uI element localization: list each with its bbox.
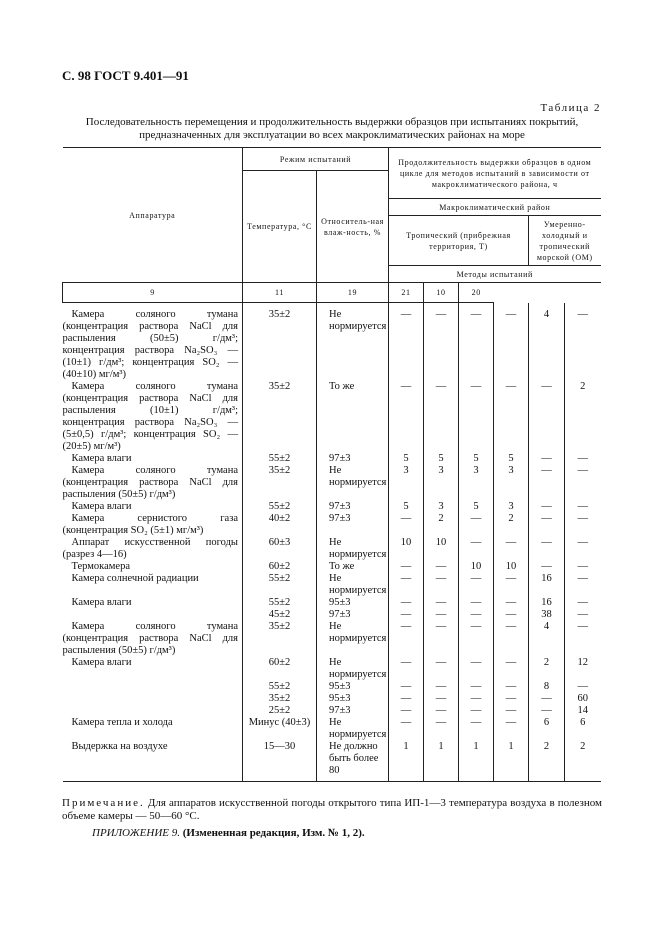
cell-duration: —: [389, 381, 424, 453]
cell-duration: 10: [424, 537, 459, 561]
caption-line: предназначенных для эксплуатации во всех макроклиматических районах на море: [139, 129, 525, 141]
table-row: [63, 303, 601, 382]
cell-apparatus: [63, 609, 243, 621]
cell-duration: —: [424, 381, 459, 453]
table-row: [63, 513, 601, 537]
cell-duration: —: [494, 717, 529, 741]
cell-apparatus: Камера солнечной радиации: [63, 573, 243, 597]
table-row: [63, 621, 601, 657]
cell-duration: —: [494, 621, 529, 657]
cell-temperature: Минус (40±3): [243, 717, 317, 741]
caption-line: Последовательность перемещения и продолжительность выдержки образцов при испытаниях покрытий,: [85, 116, 579, 128]
cell-temperature: 60±2: [243, 561, 317, 573]
cell-duration: —: [389, 303, 424, 382]
cell-duration: —: [424, 705, 459, 717]
header-humidity: Относитель-ная влаж-ность, %: [317, 171, 389, 283]
cell-duration: —: [565, 573, 601, 597]
cell-duration: 38: [529, 609, 565, 621]
cell-duration: —: [565, 513, 601, 537]
cell-humidity: 95±3: [317, 693, 389, 705]
cell-duration: 8: [529, 681, 565, 693]
cell-duration: —: [494, 609, 529, 621]
header-moderate: Умеренно-холодный и тропический морской (ОМ): [529, 216, 601, 266]
cell-duration: 3: [494, 501, 529, 513]
cell-temperature: 40±2: [243, 513, 317, 537]
cell-temperature: 15—30: [243, 741, 317, 782]
cell-apparatus: Камера тепла и холода: [63, 717, 243, 741]
cell-duration: —: [389, 573, 424, 597]
cell-duration: 1: [424, 741, 459, 782]
cell-duration: —: [529, 453, 565, 465]
header-apparatus: Аппаратура: [63, 148, 243, 283]
cell-duration: —: [389, 657, 424, 681]
cell-duration: —: [389, 717, 424, 741]
cell-duration: —: [459, 303, 494, 382]
cell-duration: 16: [529, 573, 565, 597]
cell-temperature: 55±2: [243, 597, 317, 609]
cell-apparatus: Камера сернистого газа (концентрация SO₂ (5±1) мг/м³): [63, 513, 243, 537]
cell-temperature: 35±2: [243, 621, 317, 657]
cell-duration: —: [494, 303, 529, 382]
cell-apparatus: Термокамера: [63, 561, 243, 573]
cell-duration: 3: [494, 465, 529, 501]
table-row: [63, 381, 601, 453]
cell-humidity: Не нормируется: [317, 717, 389, 741]
cell-duration: 3: [424, 501, 459, 513]
cell-duration: 1: [459, 741, 494, 782]
cell-duration: —: [389, 621, 424, 657]
cell-duration: —: [529, 705, 565, 717]
cell-duration: —: [459, 681, 494, 693]
cell-temperature: 45±2: [243, 609, 317, 621]
cell-duration: 6: [529, 717, 565, 741]
cell-humidity: Не нормируется: [317, 621, 389, 657]
cell-humidity: Не нормируется: [317, 573, 389, 597]
cell-duration: —: [494, 693, 529, 705]
cell-duration: 6: [565, 717, 601, 741]
cell-duration: 2: [529, 741, 565, 782]
table-row: [63, 537, 601, 561]
cell-apparatus: Камера влаги: [63, 657, 243, 681]
cell-duration: —: [565, 501, 601, 513]
cell-duration: 2: [424, 513, 459, 537]
cell-duration: —: [529, 501, 565, 513]
cell-duration: —: [459, 717, 494, 741]
cell-duration: —: [565, 597, 601, 609]
table-row: [63, 657, 601, 681]
cell-duration: —: [565, 561, 601, 573]
cell-apparatus: Камера соляного тумана (концентрация раствора NaCl для распыления (50±5) г/дм³): [63, 465, 243, 501]
cell-apparatus: [63, 693, 243, 705]
cell-duration: —: [459, 597, 494, 609]
cell-duration: —: [459, 657, 494, 681]
table-caption: [62, 116, 602, 142]
cell-duration: —: [389, 513, 424, 537]
cell-duration: —: [424, 573, 459, 597]
table-row: [63, 693, 601, 705]
cell-humidity: Не нормируется: [317, 465, 389, 501]
cell-humidity: 97±3: [317, 453, 389, 465]
cell-duration: 5: [494, 453, 529, 465]
cell-humidity: 97±3: [317, 609, 389, 621]
cell-duration: —: [529, 465, 565, 501]
header-method-number: 20: [459, 283, 494, 303]
cell-duration: —: [565, 681, 601, 693]
cell-duration: 4: [529, 621, 565, 657]
cell-duration: —: [389, 705, 424, 717]
cell-duration: 60: [565, 693, 601, 705]
header-test-mode: Режим испытаний: [243, 148, 389, 171]
cell-duration: —: [565, 621, 601, 657]
cell-temperature: 55±2: [243, 681, 317, 693]
cell-duration: 2: [529, 657, 565, 681]
table-row: [63, 597, 601, 609]
cell-duration: —: [459, 537, 494, 561]
table-row: [63, 453, 601, 465]
cell-duration: 5: [459, 453, 494, 465]
page-header: С. 98 ГОСТ 9.401—91: [62, 68, 189, 83]
cell-temperature: 35±2: [243, 381, 317, 453]
note-label: Примечание.: [62, 797, 145, 809]
cell-humidity: 95±3: [317, 681, 389, 693]
header-method-number: 11: [243, 283, 317, 303]
cell-humidity: 95±3: [317, 597, 389, 609]
cell-humidity: Не нормируется: [317, 303, 389, 382]
cell-duration: —: [424, 621, 459, 657]
cell-duration: —: [389, 681, 424, 693]
table-row: [63, 741, 601, 782]
cell-duration: —: [529, 561, 565, 573]
cell-duration: 5: [459, 501, 494, 513]
cell-duration: 2: [565, 741, 601, 782]
cell-humidity: 97±3: [317, 705, 389, 717]
appendix-reference: [92, 827, 365, 839]
cell-duration: —: [494, 657, 529, 681]
cell-apparatus: Камера влаги: [63, 597, 243, 609]
cell-duration: 12: [565, 657, 601, 681]
header-macro-region: Макроклиматический район: [389, 199, 601, 216]
cell-duration: —: [424, 561, 459, 573]
cell-duration: 16: [529, 597, 565, 609]
cell-duration: 3: [459, 465, 494, 501]
cell-duration: —: [459, 621, 494, 657]
cell-duration: —: [529, 381, 565, 453]
cell-humidity: То же: [317, 561, 389, 573]
cell-duration: —: [459, 609, 494, 621]
table-row: [63, 501, 601, 513]
cell-duration: —: [565, 303, 601, 382]
cell-duration: —: [529, 537, 565, 561]
cell-apparatus: Камера соляного тумана (концентрация раствора NaCl для распыления (50±5) г/дм³; концентрация раствора Na₂SO₃ — (10±1) г/дм³; концентрация SO₂ — (40±10) мг/м³): [63, 303, 243, 382]
cell-duration: —: [424, 693, 459, 705]
cell-temperature: 55±2: [243, 453, 317, 465]
table-label: Таблица 2: [540, 102, 601, 114]
cell-humidity: 97±3: [317, 501, 389, 513]
table-note: [62, 797, 602, 823]
cell-duration: —: [494, 573, 529, 597]
table-row: [63, 573, 601, 597]
header-method-number: 19: [317, 283, 389, 303]
cell-duration: —: [529, 693, 565, 705]
test-sequence-table: [62, 147, 601, 782]
cell-duration: 3: [424, 465, 459, 501]
cell-duration: 5: [389, 453, 424, 465]
cell-duration: —: [424, 681, 459, 693]
cell-apparatus: Камера влаги: [63, 453, 243, 465]
cell-duration: 3: [389, 465, 424, 501]
table-row: [63, 561, 601, 573]
cell-apparatus: Аппарат искусственной погоды (разрез 4—16): [63, 537, 243, 561]
header-method-number: 21: [389, 283, 424, 303]
table-row: [63, 465, 601, 501]
header-method-number: 10: [424, 283, 459, 303]
cell-duration: —: [424, 657, 459, 681]
cell-duration: —: [494, 681, 529, 693]
cell-duration: —: [459, 573, 494, 597]
cell-duration: 1: [389, 741, 424, 782]
note-text: Для аппаратов искусственной погоды открытого типа ИП-1—3 температура воздуха в полезном объеме камеры — 50—60 °С.: [62, 797, 603, 822]
table-row: [63, 609, 601, 621]
cell-temperature: 55±2: [243, 573, 317, 597]
cell-duration: 10: [494, 561, 529, 573]
header-method-number: 9: [63, 283, 243, 303]
cell-humidity: Не должно быть более 80: [317, 741, 389, 782]
cell-duration: 1: [494, 741, 529, 782]
cell-duration: —: [565, 537, 601, 561]
appendix-text: (Измененная редакция, Изм. № 1, 2).: [182, 827, 365, 839]
cell-duration: 10: [459, 561, 494, 573]
cell-duration: —: [565, 453, 601, 465]
cell-humidity: То же: [317, 381, 389, 453]
cell-temperature: 55±2: [243, 501, 317, 513]
cell-duration: 2: [494, 513, 529, 537]
cell-humidity: Не нормируется: [317, 657, 389, 681]
cell-duration: —: [494, 381, 529, 453]
cell-duration: —: [459, 705, 494, 717]
cell-duration: —: [494, 597, 529, 609]
cell-temperature: 35±2: [243, 303, 317, 382]
cell-duration: —: [459, 513, 494, 537]
cell-duration: 4: [529, 303, 565, 382]
cell-temperature: 60±3: [243, 537, 317, 561]
cell-duration: —: [389, 561, 424, 573]
cell-duration: 2: [565, 381, 601, 453]
cell-apparatus: [63, 705, 243, 717]
cell-apparatus: Камера влаги: [63, 501, 243, 513]
cell-duration: —: [565, 609, 601, 621]
cell-duration: —: [389, 597, 424, 609]
header-methods: Методы испытаний: [389, 266, 601, 283]
cell-temperature: 25±2: [243, 705, 317, 717]
header-duration: Продолжительность выдержки образцов в одном цикле для методов испытаний в зависимости от макроклиматического района, ч: [389, 148, 601, 199]
cell-temperature: 35±2: [243, 465, 317, 501]
cell-duration: 10: [389, 537, 424, 561]
cell-duration: 5: [389, 501, 424, 513]
table-row: [63, 705, 601, 717]
cell-duration: —: [424, 303, 459, 382]
cell-duration: —: [389, 693, 424, 705]
cell-apparatus: Выдержка на воздухе: [63, 741, 243, 782]
cell-duration: —: [424, 717, 459, 741]
cell-duration: —: [565, 465, 601, 501]
appendix-label: ПРИЛОЖЕНИЕ 9.: [92, 827, 180, 839]
cell-apparatus: Камера соляного тумана (концентрация раствора NaCl для распыления (10±1) г/дм³; концентрация раствора Na₂SO₃ — (5±0,5) г/дм³; концентрация SO₂ — (20±5) мг/м³): [63, 381, 243, 453]
cell-duration: —: [459, 381, 494, 453]
cell-temperature: 35±2: [243, 693, 317, 705]
table-row: [63, 681, 601, 693]
cell-duration: —: [494, 705, 529, 717]
cell-apparatus: [63, 681, 243, 693]
cell-duration: —: [389, 609, 424, 621]
header-tropical: Тропический (прибрежная территория, Т): [389, 216, 529, 266]
cell-duration: —: [494, 537, 529, 561]
cell-humidity: Не нормируется: [317, 537, 389, 561]
cell-temperature: 60±2: [243, 657, 317, 681]
table-row: [63, 717, 601, 741]
cell-duration: 5: [424, 453, 459, 465]
cell-apparatus: Камера соляного тумана (концентрация раствора NaCl для распыления (50±5) г/дм³): [63, 621, 243, 657]
cell-duration: 14: [565, 705, 601, 717]
cell-duration: —: [424, 609, 459, 621]
cell-duration: —: [459, 693, 494, 705]
header-temperature: Температура, °С: [243, 171, 317, 283]
cell-duration: —: [529, 513, 565, 537]
cell-duration: —: [424, 597, 459, 609]
cell-humidity: 97±3: [317, 513, 389, 537]
